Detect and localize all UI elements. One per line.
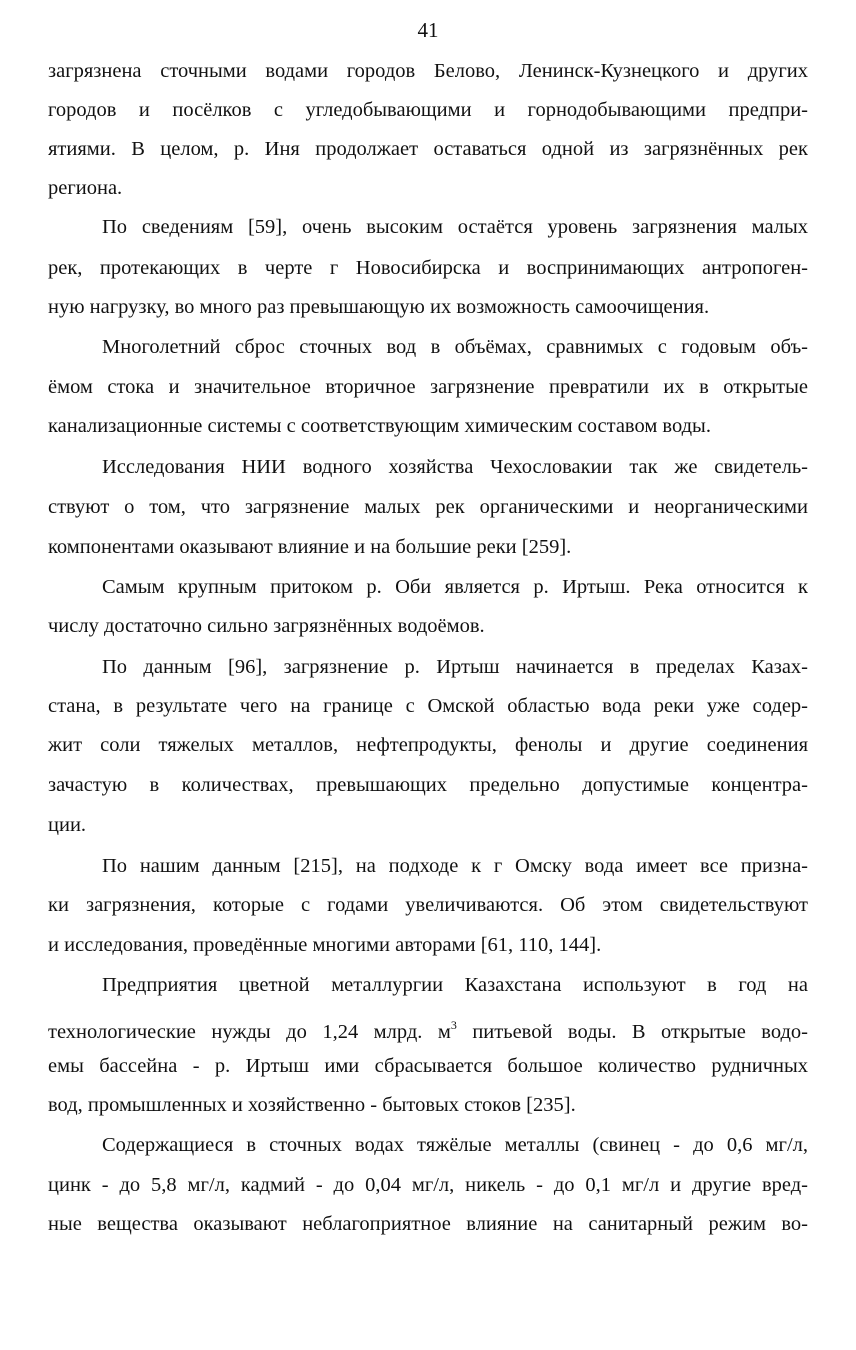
text-line: Исследования НИИ водного хозяйства Чехословакии так же свидетель- [102,456,808,478]
text-line: По нашим данным [215], на подходе к г Омску вода имеет все призна- [102,855,808,877]
text-segment: питьевой воды. В открытые водо- [456,1021,808,1043]
page-number: 41 [417,18,439,42]
text-line: цинк - до 5,8 мг/л, кадмий - до 0,04 мг/л, никель - до 0,1 мг/л и другие вред- [48,1174,808,1196]
text-line: стана, в результате чего на границе с Омской областью вода реки уже содер- [48,695,808,717]
text-line: региона. [48,177,123,199]
text-line: По сведениям [59], очень высоким остаётся уровень загрязнения малых [102,216,808,238]
text-line: емы бассейна - р. Иртыш ими сбрасывается большое количество рудничных [48,1055,808,1077]
text-line: ции. [48,814,87,836]
text-line: зачастую в количествах, превышающих предельно допустимые концентра- [48,774,808,796]
text-line: рек, протекающих в черте г Новосибирска и воспринимающих антропоген- [48,257,808,279]
text-line: жит соли тяжелых металлов, нефтепродукты, фенолы и другие соединения [48,734,808,756]
text-line: и исследования, проведённые многими авторами [61, 110, 144]. [48,934,602,956]
text-line: Самым крупным притоком р. Оби является р. Иртыш. Река относится к [102,576,808,598]
text-line: Предприятия цветной металлургии Казахстана используют в год на [102,974,808,996]
text-line: ные вещества оказывают неблагоприятное влияние на санитарный режим во- [48,1213,808,1235]
text-line: ки загрязнения, которые с годами увеличиваются. Об этом свидетельствуют [48,894,808,916]
superscript: 3 [450,1018,457,1032]
text-line: Содержащиеся в сточных водах тяжёлые металлы (свинец - до 0,6 мг/л, [102,1134,808,1156]
text-line: вод, промышленных и хозяйственно - бытовых стоков [235]. [48,1094,576,1116]
text-line: ствуют о том, что загрязнение малых рек органическими и неорганическими [48,496,808,518]
text-line: компонентами оказывают влияние и на большие реки [259]. [48,536,572,558]
text-line: По данным [96], загрязнение р. Иртыш начинается в пределах Казах- [102,656,808,678]
text-line: ёмом стока и значительное вторичное загрязнение превратили их в открытые [48,376,808,398]
text-line: ную нагрузку, во много раз превышающую их возможность самоочищения. [48,296,710,318]
text-line: канализационные системы с соответствующим химическим составом воды. [48,415,711,437]
text-line: ятиями. В целом, р. Иня продолжает оставаться одной из загрязнённых рек [48,138,808,160]
text-line: Многолетний сброс сточных вод в объёмах, сравнимых с годовым объ- [102,336,808,358]
text-line: числу достаточно сильно загрязнённых водоёмов. [48,615,485,637]
text-line [48,1011,808,1043]
text-segment: технологические нужды до 1,24 млрд. м [48,1021,451,1043]
text-line: загрязнена сточными водами городов Белово, Ленинск-Кузнецкого и других [48,60,808,82]
text-line: городов и посёлков с угледобывающими и горнодобывающими предпри- [48,99,808,121]
